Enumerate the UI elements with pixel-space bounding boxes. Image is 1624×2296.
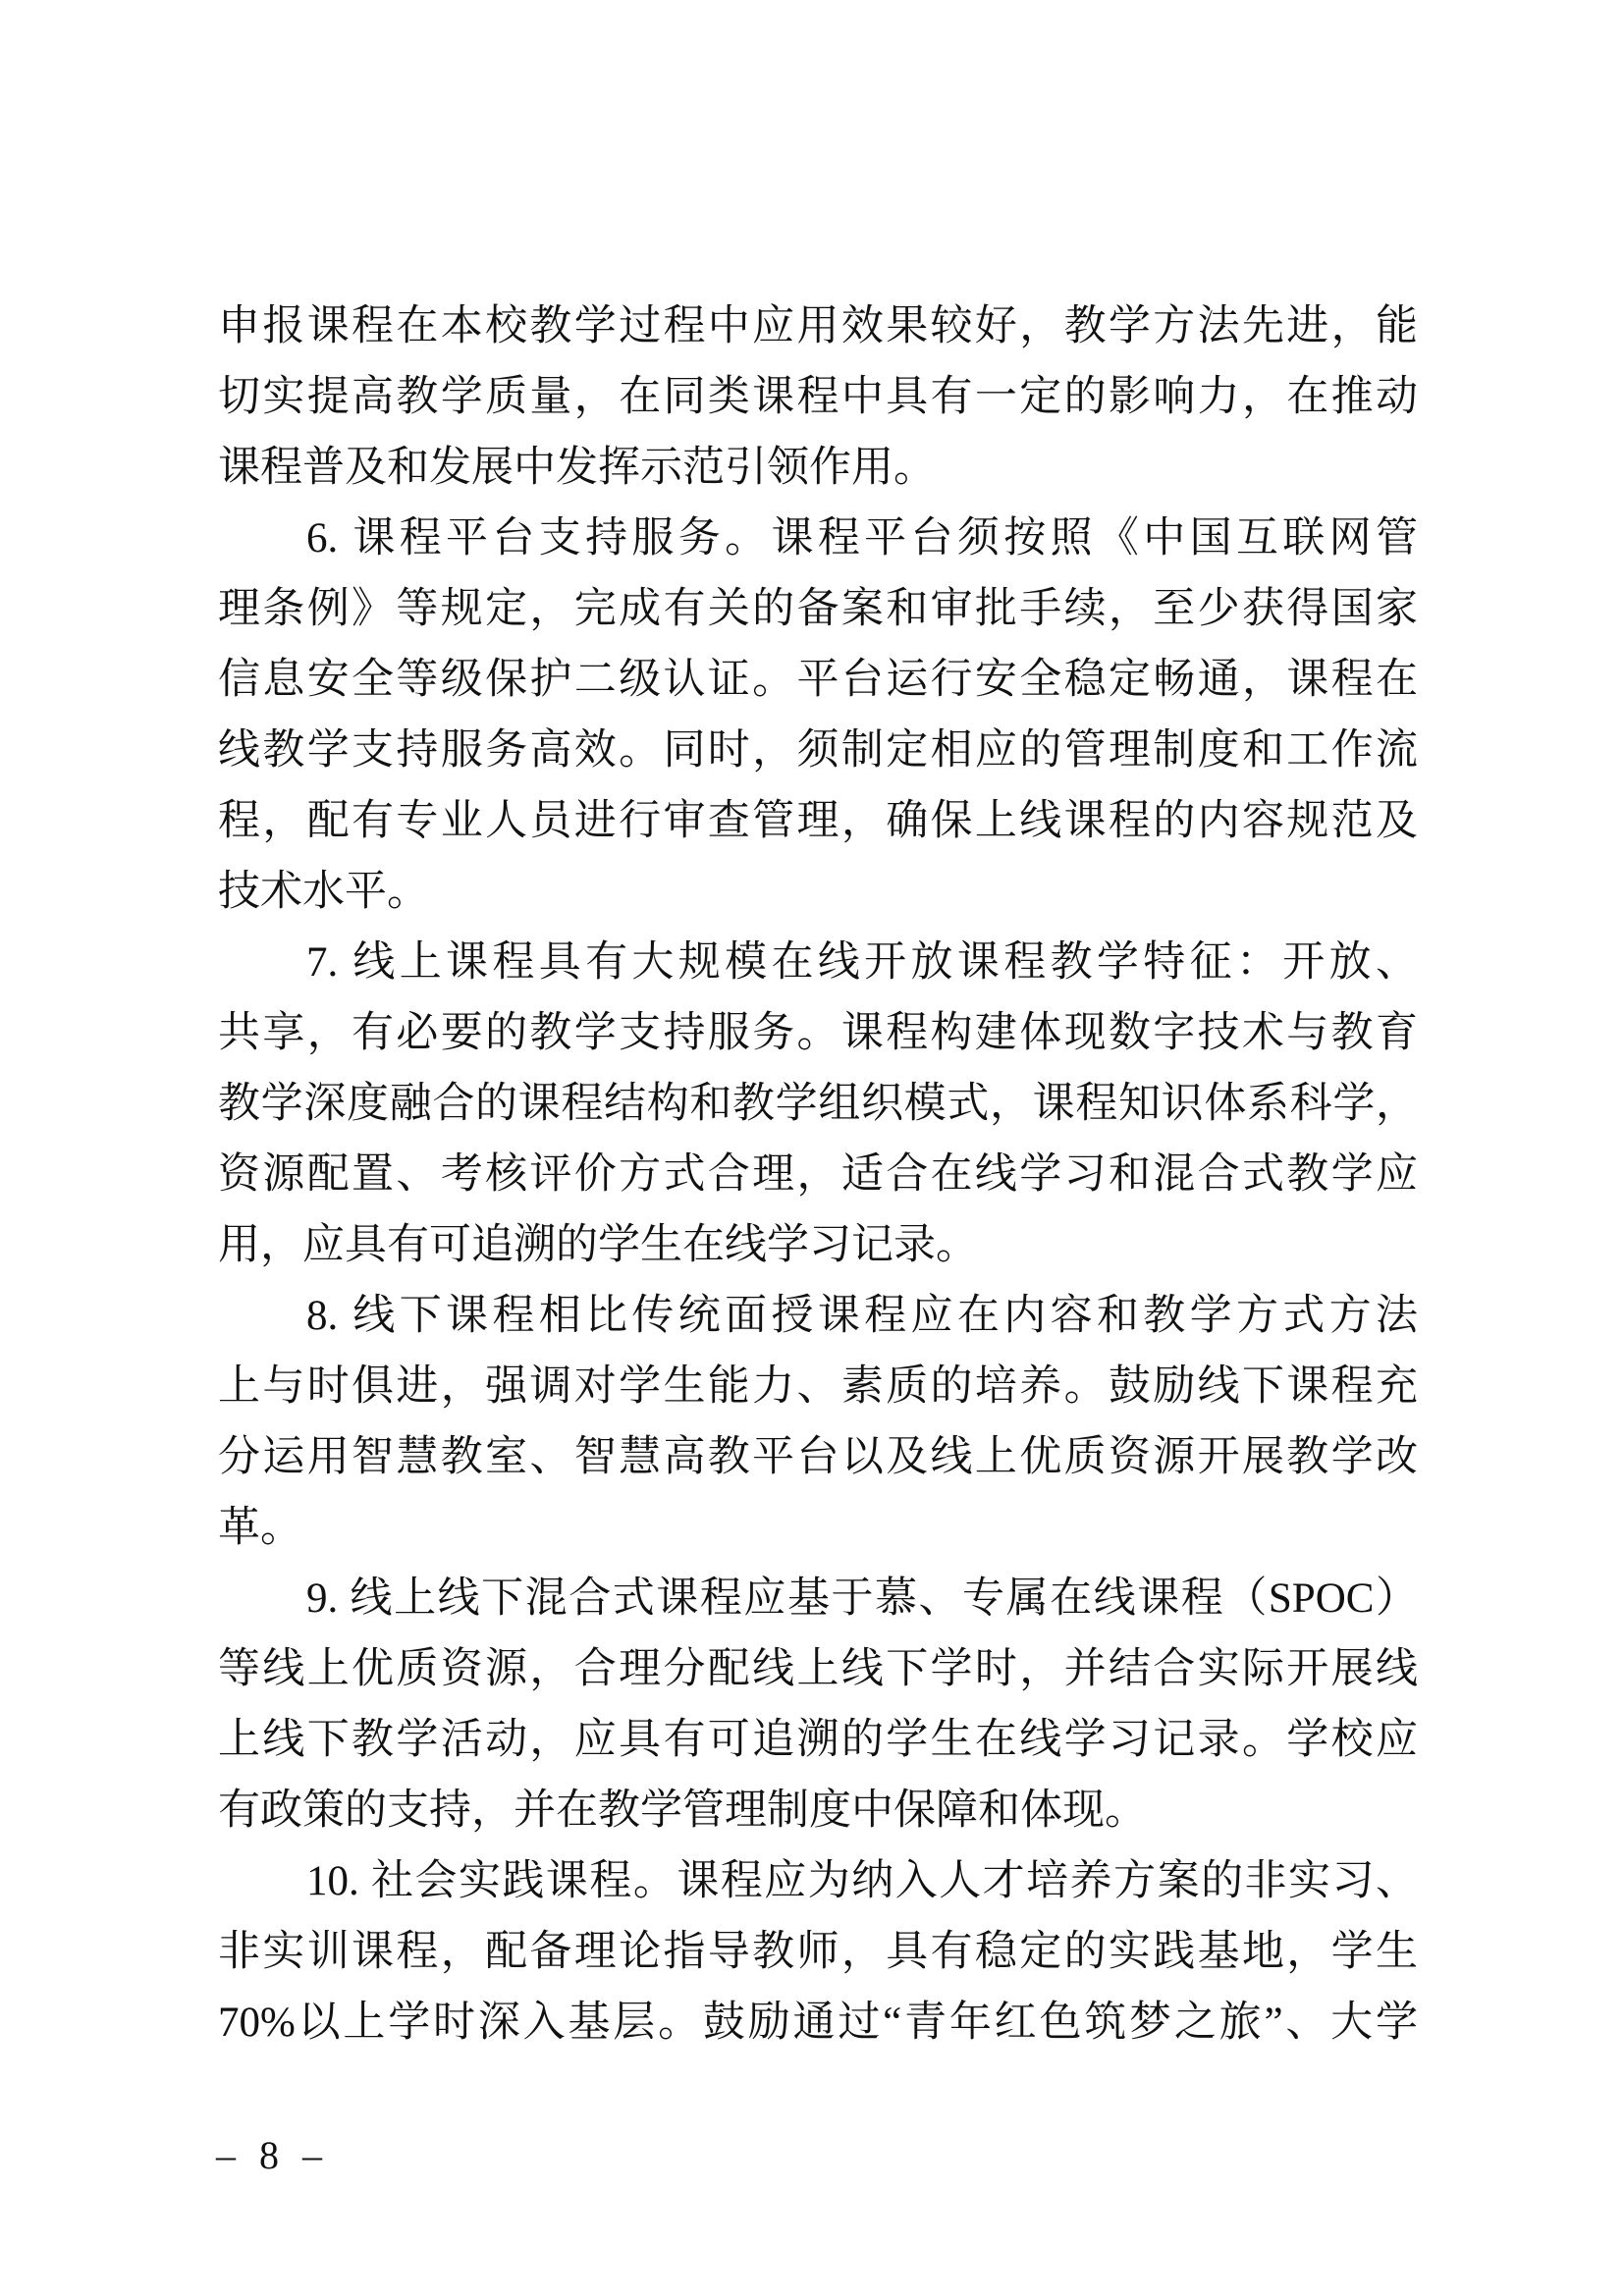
text-line: 理条例》等规定，完成有关的备案和审批手续，至少获得国家 [218,586,1418,632]
text-line: 8. 线下课程相比传统面授课程应在内容和教学方式方法 [306,1293,1418,1339]
text-line: 共享，有必要的教学支持服务。课程构建体现数字技术与教育 [218,1010,1418,1056]
text-line: 等线上优质资源，合理分配线上线下学时，并结合实际开展线 [218,1646,1418,1692]
text-line: 线教学支持服务高效。同时，须制定相应的管理制度和工作流 [218,727,1418,774]
text-line: 信息安全等级保护二级认证。平台运行安全稳定畅通，课程在 [218,657,1418,703]
text-line: 6. 课程平台支持服务。课程平台须按照《中国互联网管 [306,515,1418,561]
text-line: 70%以上学时深入基层。鼓励通过“青年红色筑梦之旅”、大学 [218,2000,1418,2046]
text-line: 有政策的支持，并在教学管理制度中保障和体现。 [218,1788,1147,1834]
text-line: 程，配有专业人员进行审查管理，确保上线课程的内容规范及 [218,798,1418,844]
text-line: 技术水平。 [218,869,429,915]
text-line: 切实提高教学质量，在同类课程中具有一定的影响力，在推动 [218,374,1418,420]
text-line: 申报课程在本校教学过程中应用效果较好，教学方法先进，能 [218,303,1418,349]
text-line: 分运用智慧教室、智慧高教平台以及线上优质资源开展教学改 [218,1434,1418,1480]
text-line: 9. 线上线下混合式课程应基于慕、专属在线课程（SPOC） [306,1575,1418,1622]
text-line: 资源配置、考核评价方式合理，适合在线学习和混合式教学应 [218,1151,1418,1198]
text-line: 用，应具有可追溯的学生在线学习记录。 [218,1222,978,1268]
text-line: 上线下教学活动，应具有可追溯的学生在线学习记录。学校应 [218,1717,1418,1763]
text-line: 10. 社会实践课程。课程应为纳入人才培养方案的非实习、 [306,1858,1418,1904]
document-body [218,292,1418,2058]
text-line: 课程普及和发展中发挥示范引领作用。 [218,445,936,491]
text-line: 革。 [218,1505,302,1551]
text-line: 上与时俱进，强调对学生能力、素质的培养。鼓励线下课程充 [218,1363,1418,1410]
page-number: – 8 – [216,2133,329,2177]
text-line: 教学深度融合的课程结构和教学组织模式，课程知识体系科学， [218,1081,1418,1127]
text-line: 非实训课程，配备理论指导教师，具有稳定的实践基地，学生 [218,1929,1418,1975]
text-line: 7. 线上课程具有大规模在线开放课程教学特征：开放、 [306,939,1418,986]
